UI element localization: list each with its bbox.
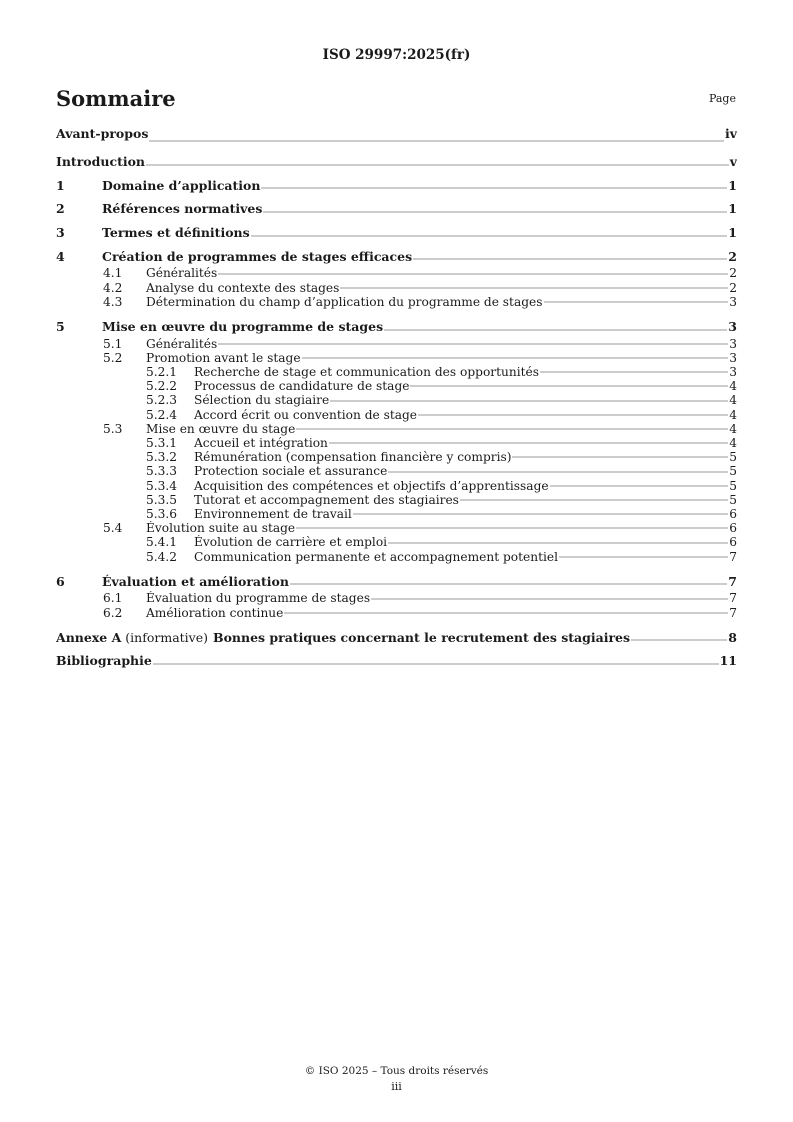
annex-informative: (informative): [125, 629, 209, 645]
toc-entry[interactable]: [56, 591, 737, 605]
toc-entry-label: Accueil et intégration: [194, 436, 328, 450]
toc-page-number: 8: [728, 629, 737, 645]
toc-entry-number: 3: [56, 225, 65, 241]
toc-page-number: 4: [729, 436, 737, 450]
toc-entry[interactable]: [56, 148, 737, 172]
toc-entry-number: 5.2: [103, 350, 123, 365]
toc-entry-label: Domaine d’application: [102, 177, 261, 193]
toc-entry-label: Promotion avant le stage: [146, 350, 301, 365]
toc-entry-number: 5.3.3: [146, 464, 178, 479]
toc-entries: [56, 124, 737, 620]
dot-leader: [544, 301, 729, 305]
toc-entry-label: Accord écrit ou convention de stage: [194, 407, 418, 422]
dot-leader: [384, 329, 727, 333]
table-of-contents: [56, 124, 737, 671]
dot-leader: [284, 612, 728, 616]
toc-entry-label: Références normatives: [102, 201, 263, 217]
toc-entry-label: Sélection du stagiaire: [194, 393, 330, 408]
toc-page-number: 5: [729, 450, 737, 465]
toc-page-number: 6: [729, 506, 737, 521]
dot-leader: [296, 428, 728, 432]
toc-entry-label: Recherche de stage et communication des opportunités: [194, 365, 539, 380]
toc-entry[interactable]: [56, 422, 737, 436]
dot-leader: [540, 371, 728, 375]
dot-leader: [290, 583, 727, 587]
dot-leader: [261, 187, 727, 191]
toc-entry-label: Bibliographie: [56, 653, 152, 669]
dot-leader: [559, 556, 728, 560]
dot-leader: [388, 542, 728, 546]
toc-page-number: 3: [729, 336, 737, 351]
page-title: Sommaire: [56, 86, 176, 111]
toc-entry-number: 2: [56, 201, 65, 217]
toc-entry-number: 4.1: [103, 266, 123, 281]
toc-entry-number: 5.3.2: [146, 450, 178, 465]
toc-entry[interactable]: [56, 243, 737, 267]
toc-entry-label: Création de programmes de stages efficaces: [102, 248, 413, 264]
copyright-notice: © ISO 2025 – Tous droits réservés: [304, 1065, 489, 1077]
dot-leader: [388, 471, 728, 475]
toc-page-number: v: [729, 154, 737, 169]
toc-entry-label: Communication permanente et accompagnement potentiel: [194, 549, 559, 564]
toc-entry-number: 5.2.2: [146, 379, 178, 394]
toc-entry-number: 5.4.2: [146, 549, 178, 564]
toc-page-number: 7: [729, 549, 737, 564]
toc-page-number: 1: [728, 201, 737, 217]
toc-entry-number: 5.3.1: [146, 436, 178, 450]
toc-page-number: 11: [719, 653, 737, 669]
toc-entry-number: 5.2.1: [146, 365, 178, 380]
toc-entry[interactable]: [56, 337, 737, 351]
toc-entry[interactable]: [56, 568, 737, 592]
toc-entry-label: Évolution suite au stage: [146, 521, 296, 536]
toc-page-number: 4: [729, 393, 737, 408]
toc-entry-number: 1: [56, 177, 65, 193]
toc-entry-label: Environnement de travail: [194, 506, 352, 521]
dot-leader: [418, 414, 728, 418]
dot-leader: [410, 385, 728, 389]
toc-entry-number: 4: [56, 248, 65, 264]
toc-entry[interactable]: [56, 281, 737, 295]
toc-page-number: 1: [728, 225, 737, 241]
annex-label: Annexe A: [56, 629, 122, 645]
annex-title: Bonnes pratiques concernant le recrutement des stagiaires: [213, 629, 631, 645]
dot-leader: [460, 499, 728, 503]
toc-entry-bibliography[interactable]: [56, 647, 737, 671]
dot-leader: [329, 442, 728, 446]
toc-page-number: 6: [729, 535, 737, 550]
toc-entry-number: 4.2: [103, 280, 123, 295]
toc-entry-label: Rémunération (compensation financière y compris): [194, 450, 512, 465]
toc-page-number: 3: [729, 350, 737, 365]
toc-page-number: 1: [728, 177, 737, 193]
toc-entry[interactable]: [56, 450, 737, 464]
dot-leader: [251, 235, 728, 239]
toc-entry[interactable]: [56, 521, 737, 535]
toc-page-number: 2: [728, 248, 737, 264]
toc-entry[interactable]: [56, 408, 737, 422]
dot-leader: [218, 343, 728, 347]
toc-entry-number: 5.1: [103, 336, 123, 351]
dot-leader: [631, 639, 727, 643]
toc-entry-label: Évolution de carrière et emploi: [194, 535, 388, 550]
toc-page-number: 2: [729, 280, 737, 295]
toc-page-number: 7: [729, 605, 737, 620]
toc-entry[interactable]: [56, 393, 737, 407]
toc-entry-number: 5.3.6: [146, 506, 178, 521]
toc-entry-label: Termes et définitions: [102, 225, 250, 241]
dot-leader: [413, 258, 727, 262]
toc-entry-number: 5.2.4: [146, 407, 178, 422]
toc-page-number: 5: [729, 492, 737, 507]
toc-entry-label: Évaluation du programme de stages: [146, 591, 371, 606]
toc-entry[interactable]: [56, 172, 737, 196]
toc-entry-label: Évaluation et amélioration: [102, 573, 289, 589]
toc-entry-number: 5.2.3: [146, 393, 178, 408]
toc-entry[interactable]: [56, 313, 737, 337]
toc-page-number: 4: [729, 379, 737, 394]
toc-page-number: 3: [729, 365, 737, 380]
toc-entry-label: Avant-propos: [56, 126, 149, 141]
toc-entry[interactable]: [56, 479, 737, 493]
dot-leader: [149, 140, 724, 144]
toc-entry-number: 5.4: [103, 521, 123, 536]
toc-entry-label: Généralités: [146, 336, 218, 351]
toc-entry[interactable]: [56, 365, 737, 379]
toc-page-number: 7: [729, 591, 737, 606]
toc-entry-label: Mise en œuvre du programme de stages: [102, 319, 384, 334]
toc-entry[interactable]: [56, 124, 737, 148]
page-column-label: Page: [708, 92, 736, 105]
dot-leader: [296, 527, 728, 531]
toc-entry-label: Mise en œuvre du stage: [146, 421, 296, 436]
toc-entry-number: 4.3: [103, 294, 123, 309]
toc-entry-label: Généralités: [146, 266, 218, 281]
toc-page-number: 2: [729, 266, 737, 281]
page-footer: [0, 1065, 793, 1093]
toc-entry-number: 5.3.4: [146, 478, 178, 493]
toc-entry[interactable]: [56, 464, 737, 478]
toc-page-number: 7: [728, 573, 737, 589]
toc-entry[interactable]: [56, 436, 737, 450]
dot-leader: [550, 485, 729, 489]
toc-entry-number: 6: [56, 573, 65, 589]
dot-leader: [302, 357, 729, 361]
dot-leader: [218, 273, 728, 277]
dot-leader: [512, 456, 728, 460]
toc-entry[interactable]: [56, 507, 737, 521]
toc-entry[interactable]: [56, 219, 737, 243]
toc-entry-annex-a[interactable]: [56, 624, 737, 648]
toc-entry-number: 5.4.1: [146, 535, 178, 550]
toc-page-number: iv: [724, 126, 737, 141]
toc-entry-label: Protection sociale et assurance: [194, 464, 388, 479]
toc-entry-label: Analyse du contexte des stages: [146, 280, 340, 295]
toc-page-number: 5: [729, 464, 737, 479]
toc-page-number: 4: [729, 421, 737, 436]
toc-entry[interactable]: [56, 606, 737, 620]
toc-entry[interactable]: [56, 493, 737, 507]
toc-entry[interactable]: [56, 351, 737, 365]
page-number: iii: [391, 1080, 402, 1093]
toc-page-number: 4: [729, 407, 737, 422]
toc-entry-number: 5.3.5: [146, 492, 178, 507]
toc-entry-label: Tutorat et accompagnement des stagiaires: [194, 492, 459, 507]
document-header: ISO 29997:2025(fr): [322, 47, 471, 63]
dot-leader: [146, 164, 729, 168]
toc-entry[interactable]: [56, 550, 737, 564]
toc-entry-label: Processus de candidature de stage: [194, 379, 410, 394]
toc-entry-label: Détermination du champ d’application du programme de stages: [146, 294, 543, 309]
toc-page-number: 3: [728, 319, 737, 334]
dot-leader: [371, 598, 728, 602]
toc-entry-label: Amélioration continue: [146, 605, 284, 620]
dot-leader: [340, 287, 728, 291]
dot-leader: [330, 400, 728, 404]
toc-entry[interactable]: [56, 266, 737, 280]
toc-entry-number: 6.2: [103, 605, 123, 620]
toc-entry[interactable]: [56, 379, 737, 393]
toc-entry-number: 5.3: [103, 421, 123, 436]
toc-page-number: 3: [729, 294, 737, 309]
toc-entry[interactable]: [56, 295, 737, 309]
toc-entry-label: Acquisition des compétences et objectifs d’apprentissage: [194, 478, 549, 493]
dot-leader: [263, 211, 727, 215]
toc-page-number: 5: [729, 478, 737, 493]
dot-leader: [153, 663, 719, 667]
toc-entry-number: 6.1: [103, 591, 123, 606]
toc-entry[interactable]: [56, 535, 737, 549]
toc-entry[interactable]: [56, 195, 737, 219]
toc-page-number: 6: [729, 521, 737, 536]
dot-leader: [353, 513, 728, 517]
toc-entry-number: 5: [56, 319, 65, 334]
toc-entry-label: Introduction: [56, 154, 146, 169]
